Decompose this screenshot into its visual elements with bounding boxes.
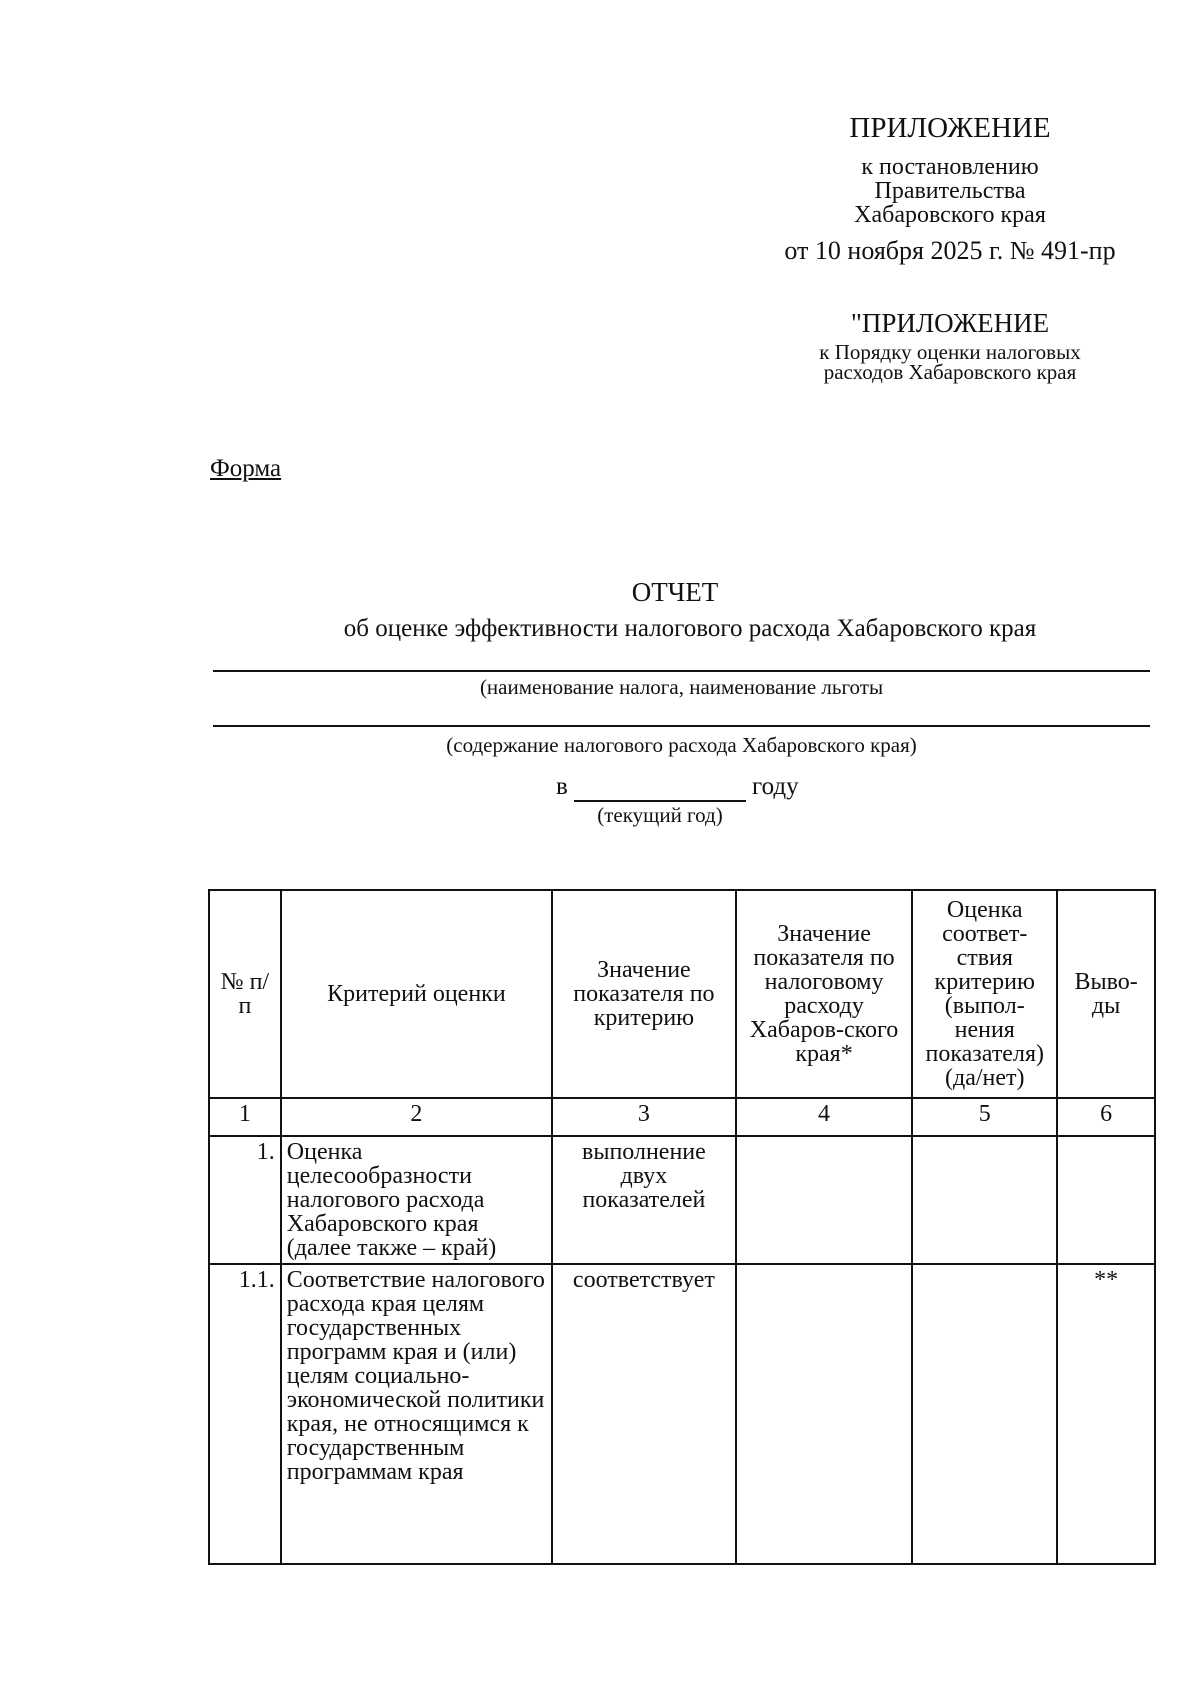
tax-name-line [213, 670, 1150, 672]
row-indicator [736, 1264, 913, 1564]
column-number: 4 [736, 1098, 913, 1136]
row-indicator [736, 1136, 913, 1264]
column-number: 5 [912, 1098, 1057, 1136]
column-number: 1 [209, 1098, 281, 1136]
header-criterion-value: Значение показателя по критерию [552, 890, 736, 1098]
row-criterion: Соответствие налогового расхода края целям государственных программ края и (или) целям социально-экономической политики края, не относящимся к государственным программам края [281, 1264, 552, 1564]
column-number: 3 [552, 1098, 736, 1136]
column-number-row [209, 1098, 1155, 1136]
appendix-date: от 10 ноября 2025 г. № 491-пр [784, 236, 1116, 265]
procedure-appendix-title: "ПРИЛОЖЕНИЕ [850, 308, 1050, 338]
header-assessment: Оценка соответ-ствия критерию (выпол-нения показателя) (да/нет) [912, 890, 1057, 1098]
tax-name-caption: (наименование налога, наименование льготы [479, 675, 884, 699]
row-value: соответствует [552, 1264, 736, 1564]
row-assessment [912, 1136, 1057, 1264]
row-value: выполнение двух показателей [552, 1136, 736, 1264]
row-conclusions: ** [1057, 1264, 1155, 1564]
year-suffix: году [752, 773, 799, 800]
table-row [209, 1264, 1155, 1564]
header-number: № п/п [209, 890, 281, 1098]
appendix-line-2: Правительства [874, 178, 1026, 204]
tax-content-line [213, 725, 1150, 727]
procedure-appendix-line-2: расходов Хабаровского края [823, 360, 1077, 384]
procedure-appendix-line-1: к Порядку оценки налоговых [819, 340, 1081, 364]
header-criterion: Критерий оценки [281, 890, 552, 1098]
row-number: 1. [209, 1136, 281, 1264]
column-number: 6 [1057, 1098, 1155, 1136]
appendix-title: ПРИЛОЖЕНИЕ [849, 112, 1051, 144]
appendix-line-3: Хабаровского края [854, 202, 1046, 228]
year-blank-line [574, 800, 746, 802]
form-label: Форма [210, 455, 282, 482]
table-header-row [209, 890, 1155, 1098]
appendix-line-1: к постановлению [861, 154, 1039, 180]
evaluation-table [208, 889, 1156, 1565]
tax-content-caption: (содержание налогового расхода Хабаровского края) [446, 733, 917, 757]
header-conclusions: Выво-ды [1057, 890, 1155, 1098]
header-indicator-value: Значение показателя по налоговому расходу Хабаров-ского края* [736, 890, 913, 1098]
row-assessment [912, 1264, 1057, 1564]
column-number: 2 [281, 1098, 552, 1136]
report-subtitle: об оценке эффективности налогового расхода Хабаровского края [343, 615, 1037, 642]
year-prefix: в [556, 773, 568, 800]
report-title: ОТЧЕТ [631, 577, 719, 607]
year-caption: (текущий год) [597, 803, 723, 827]
table-row [209, 1136, 1155, 1264]
row-criterion: Оценка целесообразности налогового расхода Хабаровского края (далее также – край) [281, 1136, 552, 1264]
row-number: 1.1. [209, 1264, 281, 1564]
row-conclusions [1057, 1136, 1155, 1264]
